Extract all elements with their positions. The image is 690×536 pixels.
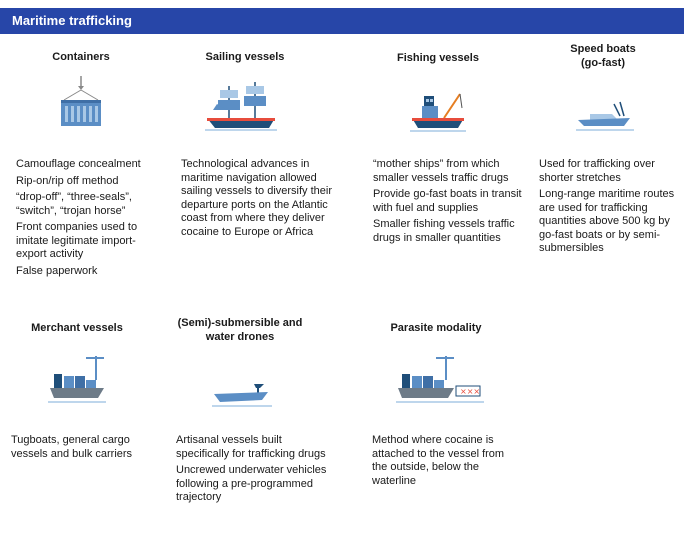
list-item: Tugboats, general cargo vessels and bulk carriers (11, 434, 133, 460)
parasite-ship-icon (396, 352, 484, 406)
list-item: Technological advances in maritime navigation allowed sailing vessels to diversify their departure ports on the Atlantic coast from where they deliver cocaine to Europe or Africa (181, 158, 333, 238)
list-item: “mother ships” from which smaller vessels traffic drugs (373, 158, 509, 184)
list-item: Long-range maritime routes are used for trafficking quantities above 500 kg by go-fast boats or by semi-submersibles (539, 188, 675, 254)
list-item: Camouflage concealment (16, 158, 141, 170)
section-title-merchant-vessels: Merchant vessels (31, 322, 123, 334)
section-title-parasite-modality: Parasite modality (390, 322, 482, 334)
header-title: Maritime trafficking (12, 13, 132, 28)
section-header (0, 8, 684, 34)
containers-text (16, 158, 166, 281)
list-item: “drop-off”, “three-seals”, “switch”, “trojan horse” (16, 191, 132, 217)
submersible-icon (212, 380, 272, 410)
sailing-ship-icon (205, 80, 277, 132)
section-title-containers: Containers (52, 51, 110, 63)
merchant-vessels-text (11, 434, 161, 464)
list-item: Method where cocaine is attached to the vessel from the outside, below the waterline (372, 434, 505, 487)
speed-boats-text (539, 158, 687, 259)
fishing-vessels-text (373, 158, 533, 248)
parasite-modality-text (372, 434, 522, 491)
section-title-speed-boats: Speed boats (go-fast) (570, 43, 636, 69)
section-title-semi-submersible: (Semi)-submersible and water drones (177, 317, 303, 343)
list-item: Smaller fishing vessels traffic drugs in smaller quantities (373, 218, 515, 244)
list-item: Rip-on/rip off method (16, 174, 119, 187)
sailing-vessels-text (181, 158, 341, 242)
list-item: Artisanal vessels built specifically for trafficking drugs (176, 434, 326, 460)
semi-submersible-text (176, 434, 331, 508)
list-item: Uncrewed underwater vehicles following a pre-programmed trajectory (176, 464, 327, 503)
list-item: False paperwork (16, 264, 98, 277)
list-item: Front companies used to imitate legitimate import-export activity (16, 221, 138, 260)
section-title-fishing-vessels: Fishing vessels (397, 52, 479, 64)
speed-boat-icon (576, 100, 634, 134)
section-title-sailing-vessels: Sailing vessels (205, 51, 285, 63)
list-item: Provide go-fast boats in transit with fuel and supplies (373, 188, 522, 214)
svg-text:×××: ××× (460, 387, 481, 396)
list-item: Used for trafficking over shorter stretches (539, 158, 655, 184)
fishing-boat-icon (410, 88, 466, 134)
container-crane-icon (58, 76, 104, 128)
cargo-ship-icon (48, 352, 106, 406)
